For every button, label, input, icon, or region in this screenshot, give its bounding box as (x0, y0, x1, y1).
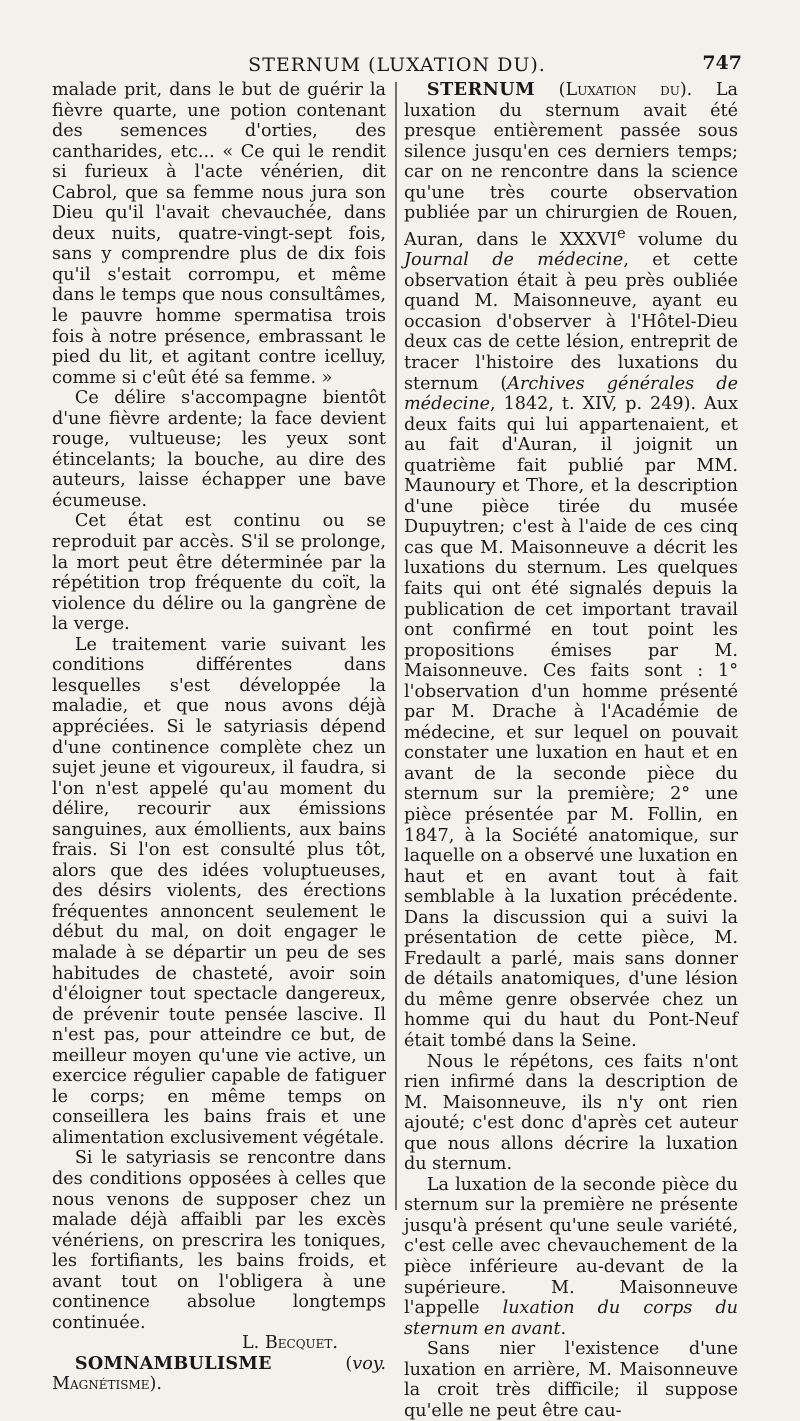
ref-close: ). (149, 1374, 163, 1395)
paragraph: Sans nier l'existence d'une luxation en arrière, M. Maisonneuve la croit très difficile; il suppose qu'elle ne peut être cau- (404, 1339, 738, 1421)
text-run: volume du (625, 229, 738, 250)
paragraph: Nous le répétons, ces faits n'ont rien infirmé dans la description de M. Maisonneuve, ils n'y ont rien ajouté; c'est donc d'après cet auteur que nous allons décrire la luxation du sternum. (404, 1051, 738, 1175)
journal-title: Journal de médecine (404, 250, 624, 271)
text-run: , 1842, t. XIV, p. 249). Aux deux faits qui lui appartenaient, et au fait d'Auran, il joignit un quatrième fait publié par MM. Maunoury et Thore, et la description d'une pièce tirée du musée Dupuytren; c'est à l'aide de ces cinq cas que M. Maisonneuve a décrit les luxations du sternum. Les quelques faits qui ont été signalés depuis la publication de cet important travail ont confirmé en tout point les propositions émises par M. Maisonneuve. Ces faits sont : 1° l'observation d'un homme présenté par M. Drache à l'Académie de médecine, et sur lequel on pouvait constater une luxation en haut et en avant de la seconde pièce du sternum sur la première; 2° une pièce présentée par M. Follin, en 1847, à la Société anatomique, sur laquelle on a observé une luxation en haut et en avant tout à fait semblable à la luxation précédente. Dans la discussion qui a suivi la présentation de cette pièce, M. Fredault a parlé, mais sans donner de détails anatomiques, d'une lésion du même genre observée chez un homme qui du haut du Pont-Neuf était tombé dans la Seine. (404, 394, 738, 1052)
text-run: La luxation de la seconde pièce du sternum sur la première ne présente jusqu'à présent qu'une seule variété, c'est celle avec chevauchement de la pièce inférieure au-devant de la supérieure. M. Maisonneuve l'appelle (404, 1174, 738, 1319)
paragraph: malade prit, dans le but de guérir la fièvre quarte, une potion contenant des semences d'orties, des cantharides, etc... « Ce qui le rendit si furieux à l'acte vénérien, dit Cabrol, que sa femme nous jura son Dieu qu'il l'avait chevauchée, dans deux nuits, quatre-vingt-sept fois, sans y comprendre plus de dix fois qu'il s'estait corrompu, et même dans le temps que nous consultâmes, le pauvre homme spermatisa trois fois à notre présence, embrassant le pied du lit, et agitant contre icelluy, comme si c'eût été sa femme. » (52, 80, 386, 388)
ref-voy: voy. (352, 1353, 386, 1374)
column-divider (395, 82, 397, 1210)
entry-headword: SOMNAMBULISME (74, 1352, 272, 1374)
paragraph (404, 1175, 738, 1339)
journal-title: Archives générales de médecine (404, 373, 738, 415)
right-column (404, 79, 739, 1421)
running-head (52, 50, 742, 78)
paragraph (404, 80, 738, 1052)
paragraph: Ce délire s'accompagne bientôt d'une fièvre ardente; la face devient rouge, vultueuse; les yeux sont étincelants; la bouche, au dire des auteurs, laisse échapper une bave écumeuse. (52, 388, 386, 511)
author-signature: L. Becquet. (241, 1333, 338, 1354)
superscript: e (616, 224, 626, 242)
paragraph: Cet état est continu ou se reproduit par accès. S'il se prolonge, la mort peut être déterminée par la répétition trop fréquente du coït, la violence du délire ou la gangrène de la verge. (52, 511, 386, 635)
running-title: STERNUM (LUXATION DU). (248, 54, 546, 76)
emphasis: luxation du corps du sternum en avant (404, 1298, 738, 1339)
paragraph: Si le satyriasis se rencontre dans des conditions opposées à celles que nous venons de supposer chez un malade déjà affaibli par les excès vénériens, on prescrira les toniques, les fortifiants, les bains froids, et avant tout on l'obligera à une continence absolue longtemps continuée. (52, 1148, 386, 1333)
left-column (52, 80, 386, 1395)
cross-reference-entry (52, 1354, 386, 1395)
ref-open: ( (271, 1353, 353, 1374)
page-number: 747 (702, 52, 742, 74)
text-run: La luxation du sternum avait été presque entièrement passée sous silence jusqu'en ces derniers temps; car on ne rencontre dans la science qu'une très courte observation publiée par un chirurgien de Rouen, Auran, dans le XXXVI (404, 80, 739, 250)
paragraph: Le traitement varie suivant les conditions différentes dans lesquelles s'est développée la maladie, et que nous avons déjà appréciées. Si le satyriasis dépend d'une continence complète chez un sujet jeune et vigoureux, il faudra, si l'on n'est appelé qu'au moment du délire, recourir aux émissions sanguines, aux émollients, aux bains frais. Si l'on est consulté plus tôt, alors que des idées voluptueuses, des désirs violents, des érections fréquentes annoncent seulement le début du mal, on doit engager le malade à se départir un peu de ses habitudes de chasteté, avoir soin d'éloigner tout spectacle dangereux, de prévenir toute pensée lascive. Il n'est pas, pour atteindre ce but, de meilleur moyen qu'une vie active, un exercice régulier capable de fatiguer le corps; en même temps on conseillera les bains frais et une alimentation exclusivement végétale. (52, 634, 386, 1148)
ref-target: Magnétisme (52, 1374, 150, 1395)
entry-subhead: (Luxation du). (535, 80, 693, 100)
text-run: . (560, 1318, 567, 1339)
text-run: , et cette observation était à peu près oubliée quand M. Maisonneuve, ayant eu occasion d'observer à l'Hôtel-Dieu deux cas de cette lésion, entreprit de tracer l'histoire des luxations du sternum ( (404, 250, 739, 394)
entry-headword: STERNUM (426, 79, 536, 100)
